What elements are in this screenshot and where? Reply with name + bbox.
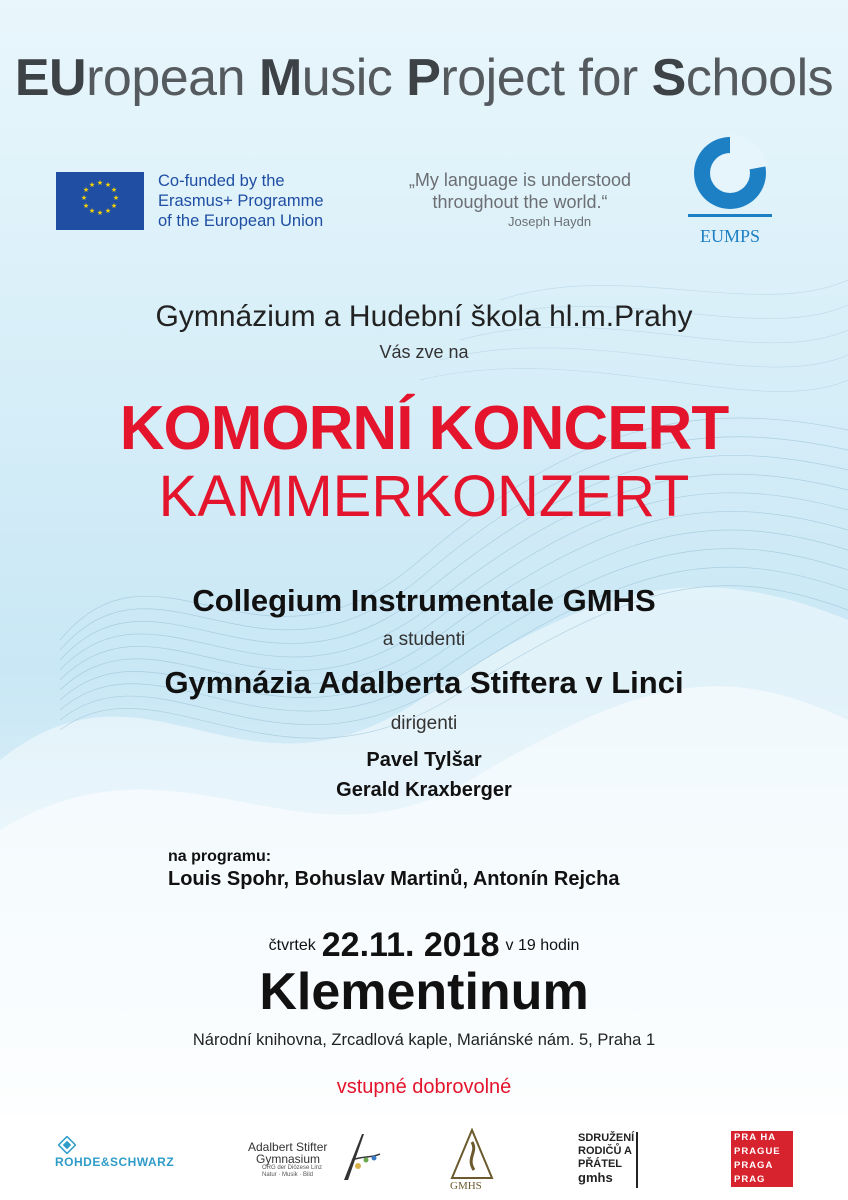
svg-text:★: ★ [112,194,120,202]
srpg-line: PŘÁTEL [578,1158,622,1170]
title-part: M [258,49,302,107]
svg-text:★: ★ [104,181,112,189]
srpg-line: SDRUŽENÍ [578,1132,635,1144]
concert-title-cz: KOMORNÍ KONCERT [119,394,729,463]
praha-line: PRAGUE [734,1146,781,1157]
svg-text:★: ★ [110,186,118,194]
title-part: ropean [86,49,259,107]
quote-line: throughout the world.“ [432,192,608,212]
praha-line: PRAG [734,1174,766,1185]
svg-text:★: ★ [88,207,96,215]
ensemble-name: Collegium Instrumentale GMHS [192,583,656,618]
title-part: roject for [440,49,652,107]
program-composers: Louis Spohr, Bohuslav Martinů, Antonín Rejcha [168,868,620,890]
svg-text:★: ★ [80,194,88,202]
project-title [0,48,848,108]
asg-logo-text [248,1141,327,1165]
eu-flag-icon [56,172,144,230]
invitation-text: Vás zve na [379,342,469,362]
asg-figure-icon [328,1130,384,1182]
title-part: usic [301,49,407,107]
conductor-name: Gerald Kraxberger [336,779,512,801]
asg-logo-sub [262,1165,322,1179]
title-part: chools [685,49,834,107]
praha-line: PRAGA [734,1160,774,1171]
event-date [0,926,848,965]
eu-line: Erasmus+ Programme [158,192,324,210]
svg-text:★: ★ [96,179,104,187]
praha-logo [731,1131,793,1187]
asg-sub-line: ORG der Diözese Linz [262,1165,323,1171]
event-time: v 19 hodin [505,937,580,954]
and-students: a studenti [382,629,466,650]
event-address: Národní knihovna, Zrcadlová kaple, Mariánské nám. 5, Praha 1 [192,1031,656,1049]
srpg-line: RODIČŮ A [578,1145,632,1157]
srpg-line: gmhs [578,1170,613,1185]
event-date-value: 22.11. 2018 [321,926,500,964]
quote-line: „My language is understood [408,170,632,190]
eu-funding-text [158,171,324,231]
svg-text:★: ★ [110,202,118,210]
eumps-label: EUMPS [699,226,761,246]
program-label: na programu: [168,848,272,865]
eu-line: Co-funded by the [158,172,285,190]
title-part: EU [14,49,87,107]
title-part: P [406,49,441,107]
eu-line: of the European Union [158,212,324,230]
asg-line: Adalbert Stifter [248,1140,328,1154]
title-part: S [651,49,686,107]
event-venue: Klementinum [259,963,589,1021]
quote-author: Joseph Haydn [508,214,592,229]
svg-text:★: ★ [82,202,90,210]
haydn-quote [370,169,670,213]
parents-association-logo [578,1132,634,1184]
conductor-name: Pavel Tylšar [366,749,482,771]
rohde-schwarz-logo: ROHDE&SCHWARZ [55,1155,175,1169]
svg-text:★: ★ [88,181,96,189]
eumps-logo [684,130,776,248]
entry-fee: vstupné dobrovolné [336,1076,512,1098]
guest-school: Gymnázia Adalberta Stiftera v Linci [164,665,684,700]
svg-text:★: ★ [82,186,90,194]
srpg-divider [636,1132,638,1188]
rohde-schwarz-icon [58,1136,76,1154]
svg-text:★: ★ [96,209,104,217]
svg-text:★: ★ [104,207,112,215]
host-school: Gymnázium a Hudební škola hl.m.Prahy [155,300,693,333]
gmhs-logo-text: GMHS [450,1180,482,1192]
praha-line: PRA HA [734,1132,777,1143]
asg-line: Gymnasium [256,1152,321,1166]
asg-sub-line: Natur · Musik · Bild [262,1172,314,1178]
event-day: čtvrtek [268,937,316,954]
conductors-label: dirigenti [390,713,458,734]
concert-title-de: KAMMERKONZERT [158,464,690,529]
